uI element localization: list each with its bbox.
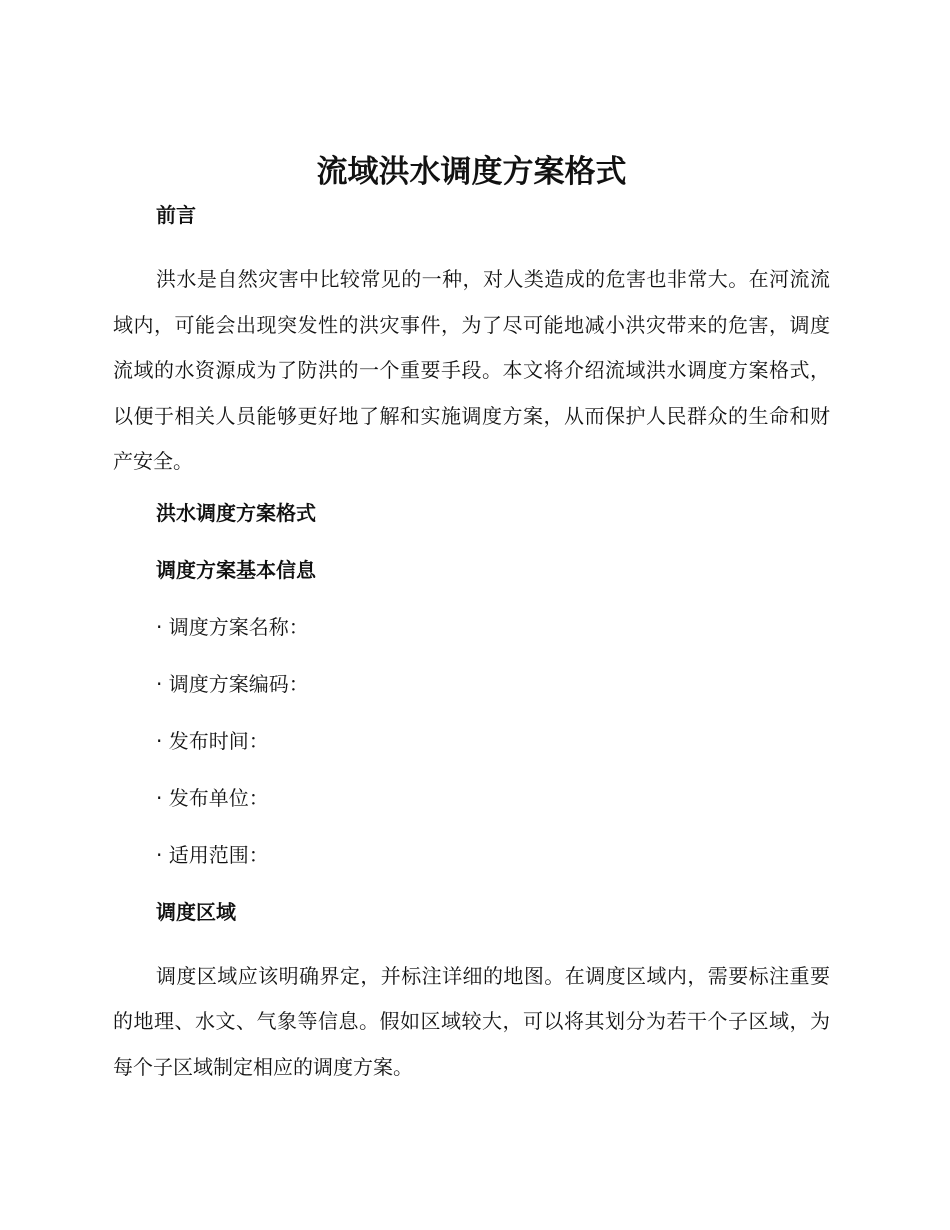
basic-info-heading: 调度方案基本信息 [156,557,316,582]
document-page [113,150,830,1103]
list-item: · 调度方案名称： [156,614,309,639]
region-paragraph: 调度区域应该明确界定，并标注详细的地图。在调度区域内，需要标注重要的地理、水文、气象等信息。假如区域较大，可以将其划分为若干个子区域，为每个子区域制定相应的调度方案。 [113,963,830,1079]
list-item: · 发布时间： [156,728,269,753]
preface-paragraph: 洪水是自然灾害中比较常见的一种，对人类造成的危害也非常大。在河流流域内，可能会出现突发性的洪灾事件，为了尽可能地减小洪灾带来的危害，调度流域的水资源成为了防洪的一个重要手段。本文将介绍流域洪水调度方案格式，以便于相关人员能够更好地了解和实施调度方案，从而保护人民群众的生命和财产安全。 [113,267,830,473]
list-item: · 发布单位： [156,785,269,810]
list-item: · 调度方案编码： [156,671,309,696]
format-heading: 洪水调度方案格式 [156,500,316,525]
region-heading: 调度区域 [156,899,236,924]
preface-heading: 前言 [156,203,196,227]
list-item: · 适用范围： [156,842,269,867]
document-title: 流域洪水调度方案格式 [316,154,627,190]
